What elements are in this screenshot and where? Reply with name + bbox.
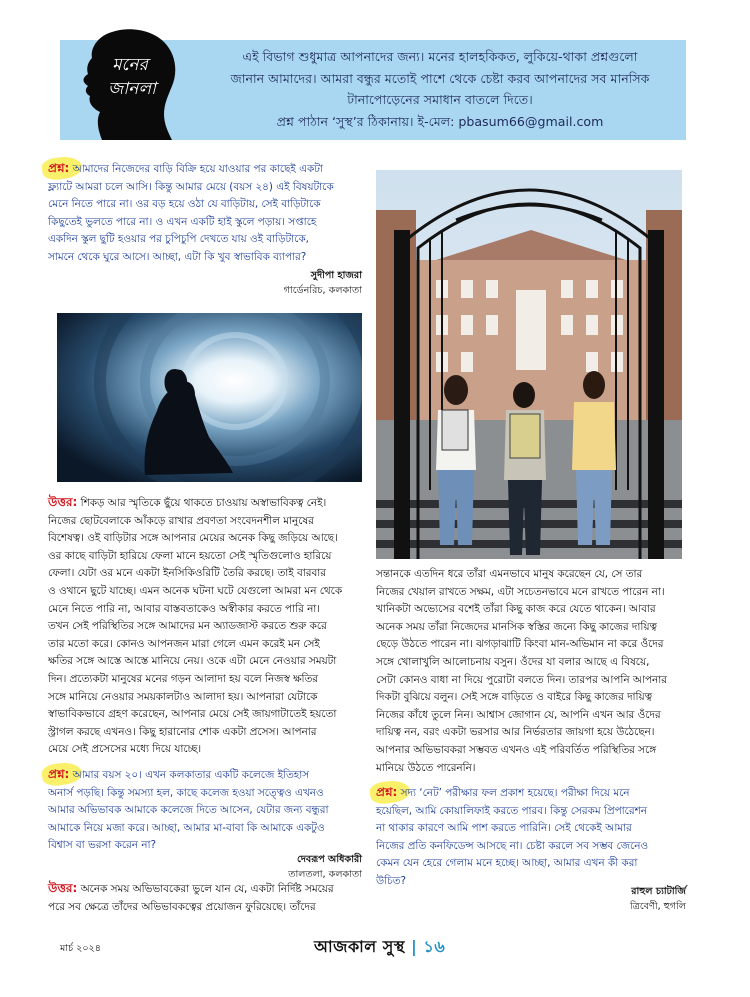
a1-line: তার মতো করে। কোনও আপনজন মারা গেলে এমন করেই মন সেই bbox=[48, 637, 320, 650]
q1-line: একদিন স্কুল ছুটি হওয়ার পর চুপিচুপি দেখতে যায় ওই বাড়িটাকে, bbox=[48, 233, 309, 246]
a2-line: অনেক সময় অভিভাবকেরা ভুলে যান যে, একটা নির্দিষ্ট সময়ের bbox=[80, 883, 334, 895]
q2-line: আমার বয়স ২০। এখন কলকাতার একটি কলেজে ইতিহাস bbox=[72, 769, 310, 781]
q3-line: নিজের প্রতি কনফিডেন্স আসছে না। চেষ্টা করলে সব সম্ভব জেনেও bbox=[376, 839, 649, 852]
footer-separator: | bbox=[411, 937, 418, 956]
a2-line: নিজের কাঁধে তুলে নিন। আশ্বাস জোগান যে, আপনি এখন আর ওঁদের bbox=[376, 708, 661, 721]
asker-name: রাহুল চ্যাটার্জি bbox=[631, 886, 686, 897]
a1-line: সঙ্গে মানিয়ে নেওয়ার সময়কালটাও আলাদা হয়। আপনারা যেটাকে bbox=[48, 690, 318, 703]
a1-line: ক্ষতির সঙ্গে আস্তে আস্তে মানিয়ে নেয়। ওকে এটা মেনে নেওয়ার সময়টা bbox=[48, 655, 337, 668]
a1-line: ওর কাছে বাড়িটা হারিয়ে ফেলা মানে হয়তো সেই স্মৃতিগুলোও হারিয়ে bbox=[48, 549, 332, 562]
tunnel-photo bbox=[57, 313, 362, 482]
intro-line: জানান আমাদের। আমরা বন্ধুর মতোই পাশে থেকে চেষ্টা করব আপনাদের সব মানসিক bbox=[230, 70, 650, 86]
q1-line: সামনে থেকে ঘুরে আসে। আচ্ছা, এটা কি খুব স্বাভাবিক ব্যাপার? bbox=[48, 250, 307, 263]
a1-line: বিশেষত্ব। ওই বাড়িটার সঙ্গে আপনার মেয়ের অনেক কিছু জড়িয়ে আছে। bbox=[48, 532, 338, 545]
answer-2 bbox=[48, 880, 364, 916]
q3-line: সদ্য ‘নেট’ পরীক্ষার ফল প্রকাশ হয়েছে। পরীক্ষা দিয়ে মনে bbox=[400, 787, 630, 799]
a2-line: দায়িত্ব নন, বরং একটা ভরসার আর নির্ভরতার জায়গা হয়ে উঠেছেন। bbox=[376, 726, 655, 739]
q2-line: আমাকে নিয়ে মজা করে। আচ্ছা, আমার মা-বাবা কি আমাকে একটুও bbox=[48, 821, 325, 834]
a1-line: নিজের ছোটবেলাকে আঁকড়ে রাখার প্রবণতা সংবেদনশীল মানুষের bbox=[48, 514, 314, 527]
campus-image bbox=[376, 170, 682, 559]
a2-line: পরে সব ক্ষেত্রে তাঁদের অভিভাবকত্বের প্রয়োজন ফুরিয়েছে। তাঁদের bbox=[48, 900, 316, 913]
a2-line: আপনার অভিভাবকরা সম্ভবত এখনও এই পরিবর্তিত পরিস্থিতির সঙ্গে bbox=[376, 743, 657, 756]
q1-line: কিছুতেই ভুলতে পারে না। ও এখন একটি হাই স্কুলে পড়ায়। সপ্তাহে bbox=[48, 215, 317, 228]
asker-name: দেবরূপ অধিকারী bbox=[296, 854, 362, 865]
q2-line: অনার্স পড়ছি। কিন্তু সমস্যা হল, কাছে কলেজ হওয়া সত্ত্বেও এখনও bbox=[48, 786, 324, 799]
intro-line: প্রশ্ন পাঠান ‘সুস্থ’র ঠিকানায়। ই-মেল: pbasum66@gmail.com bbox=[276, 113, 604, 129]
answer-label: উত্তর: bbox=[48, 495, 78, 509]
q3-line: কেমন যেন হেরে গেলাম মনে হচ্ছে। আচ্ছা, আমার এখন কী করা bbox=[376, 857, 638, 870]
question-1 bbox=[48, 160, 364, 267]
a2-line: সেটা কোনও বাধা না দিয়ে পুরোটা বলতে দিন। তারপর আপনি আপনার bbox=[376, 673, 667, 686]
q1-line: মেনে নিতে পারে না। ওর বড় হয়ে ওঠা যে বাড়িটায়, সেই বাড়িটাকে bbox=[48, 198, 321, 211]
logo-text-2: জানলা bbox=[108, 79, 156, 99]
a1-line: দিন। প্রত্যেকটা মানুষের মনের গড়ন আলাদা হয় বলে নিজস্ব ক্ষতির bbox=[48, 672, 318, 685]
logo-text-1: মনের bbox=[112, 55, 148, 75]
q1-line: ফ্ল্যাটে আমরা চলে আসি। কিন্তু আমার মেয়ে (বয়স ২৪) এই বিষয়টাকে bbox=[48, 180, 334, 193]
a1-line: শিকড় আর স্মৃতিকে ছুঁয়ে থাকতে চাওয়ায় অস্বাভাবিকত্ব নেই। bbox=[80, 497, 327, 509]
q2-line: আমার অভিভাবক আমাকে কলেজে দিতে আসেন, যেটার জন্য বন্ধুরা bbox=[48, 804, 329, 817]
tunnel-image bbox=[57, 313, 362, 482]
asker-place: তালতলা, কলকাতা bbox=[288, 869, 362, 880]
answer-label: উত্তর: bbox=[48, 881, 78, 895]
answer-2-continued bbox=[376, 566, 686, 777]
answer-1 bbox=[48, 494, 364, 759]
a2-line: সন্তানকে এতদিন ধরে তাঁরা এমনভাবে মানুষ করেছেন যে, সে তার bbox=[376, 568, 643, 580]
magazine-footer bbox=[314, 934, 445, 961]
a2-line: দিকটা বুঝিয়ে বলুন। সেই সঙ্গে বাড়িতে ও বাইরে কিছু কাজের দায়িত্ব bbox=[376, 691, 653, 704]
a2-line: নিজের খেয়াল রাখতে সক্ষম, এটা সচেতনভাবে মনে রাখতে পারেন না। bbox=[376, 585, 665, 598]
q3-line: উচিত? bbox=[376, 874, 406, 887]
a2-line: ছেড়ে উঠতে পারেন না। ঝগড়াঝাটি কিংবা মান-অভিমান না করে ওঁদের bbox=[376, 638, 664, 651]
header-intro bbox=[198, 46, 682, 132]
q2-line: বিশ্বাস বা ভরসা করেন না? bbox=[48, 839, 156, 852]
question-3 bbox=[376, 784, 686, 891]
q3-signature bbox=[500, 884, 686, 914]
a1-line: ফেলা। যেটা ওর মনে একটা ইনসিকিওরিটি তৈরি করছে। তাই বারবার bbox=[48, 567, 326, 580]
q3-line: হয়েছিল, আমি কোয়ালিফাই করতে পারব। কিন্তু সেরকম প্রিপারেশন bbox=[376, 804, 647, 817]
issue-date: মার্চ ২০২৪ bbox=[60, 943, 101, 954]
a2-line: অনেক সময় তাঁরা নিজেদের মানসিক স্বস্তির জন্যে কিছু কাজের দায়িত্ব bbox=[376, 620, 657, 633]
intro-line: এই বিভাগ শুধুমাত্র আপনাদের জন্য। মনের হালহকিকত, লুকিয়ে-থাকা প্রশ্নগুলো bbox=[242, 49, 638, 64]
silhouette-logo-icon bbox=[68, 22, 188, 142]
a2-line: খানিকটা অভ্যেসের বশেই তাঁরা কিছু কাজ করে যেতে থাকেন। আবার bbox=[376, 603, 656, 616]
a1-line: ও ওখানে ছুটে যাচ্ছে। এমন অনেক ঘটনা ঘটে যেগুলো আমরা মন থেকে bbox=[48, 584, 343, 597]
a2-line: সঙ্গে খোলাখুলি আলোচনায় বসুন। ওঁদের যা বলার আছে এ বিষয়ে, bbox=[376, 655, 650, 668]
q2-signature bbox=[180, 852, 362, 882]
a1-line: মেনে নিতে পারি না, আবার বাস্তবতাকেও অস্বীকার করতে পারি না। bbox=[48, 602, 321, 615]
question-label: প্রশ্ন: bbox=[48, 767, 69, 781]
magazine-name: আজকাল সুস্থ bbox=[314, 937, 405, 956]
a1-line: মেয়ে সেই প্রসেসের মধ্যে দিয়ে যাচ্ছে। bbox=[48, 743, 202, 756]
q3-line: না থাকার কারণে আমি পাশ করতে পারিনি। সেই থেকেই আমার bbox=[376, 822, 632, 835]
a2-line: মানিয়ে উঠতে পারেননি। bbox=[376, 761, 476, 774]
a1-line: তখন সেই পরিস্থিতির সঙ্গে আমাদের মন অ্যাডজাস্ট করতে শুরু করে bbox=[48, 620, 327, 633]
a1-line: স্ট্রাগল করছে এখনও। কিছু হারানোর শোক একটা প্রসেস। আপনার bbox=[48, 725, 317, 738]
a1-line: স্বাভাবিকভাবে গ্রহণ করেছেন, আপনার মেয়ে সেই জায়গাটাতেই হয়তো bbox=[48, 708, 337, 721]
asker-place: গার্ডেনরিচ, কলকাতা bbox=[283, 285, 362, 296]
campus-gate-photo bbox=[376, 170, 682, 559]
page-number: ১৬ bbox=[423, 937, 446, 956]
question-2 bbox=[48, 766, 364, 855]
q1-signature bbox=[180, 268, 362, 298]
asker-place: ত্রিবেণী, হুগলি bbox=[630, 901, 686, 912]
question-label: প্রশ্ন: bbox=[376, 785, 397, 799]
intro-line: টানাপোড়েনের সমাধান বাতলে দিতে। bbox=[347, 92, 533, 107]
asker-name: সুদীপা হাজরা bbox=[310, 270, 362, 281]
q1-line: আমাদের নিজেদের বাড়ি বিক্রি হয়ে যাওয়ার পর কাছেই একটা bbox=[72, 163, 323, 175]
question-label: প্রশ্ন: bbox=[48, 161, 69, 175]
